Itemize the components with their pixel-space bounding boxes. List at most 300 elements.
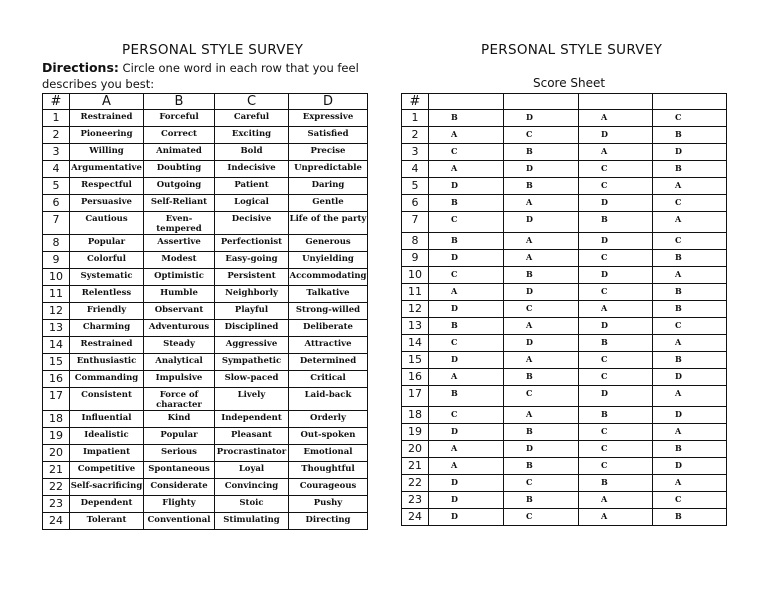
survey-title: PERSONAL STYLE SURVEY bbox=[122, 42, 304, 58]
survey-row bbox=[43, 513, 368, 530]
score-letter: C bbox=[429, 335, 504, 352]
survey-row-number: 14 bbox=[43, 337, 70, 354]
survey-word-option[interactable]: Correct bbox=[144, 127, 215, 144]
score-letter: B bbox=[429, 195, 504, 212]
score-letter: A bbox=[579, 492, 653, 509]
score-row-number: 9 bbox=[402, 250, 429, 267]
survey-row-number: 5 bbox=[43, 178, 70, 195]
survey-word-option[interactable]: Satisfied bbox=[289, 127, 368, 144]
survey-row bbox=[43, 212, 368, 235]
survey-word-option[interactable]: Forceful bbox=[144, 110, 215, 127]
survey-word-option[interactable]: Restrained bbox=[70, 337, 144, 354]
survey-word-option[interactable]: Lively bbox=[215, 388, 289, 411]
score-letter: D bbox=[429, 475, 504, 492]
score-letter: C bbox=[429, 144, 504, 161]
score-row-number: 17 bbox=[402, 386, 429, 407]
survey-word-option[interactable]: Slow-paced bbox=[215, 371, 289, 388]
survey-row-number: 24 bbox=[43, 513, 70, 530]
survey-row bbox=[43, 320, 368, 337]
score-letter: B bbox=[579, 212, 653, 233]
score-row bbox=[402, 127, 727, 144]
score-row-number: 21 bbox=[402, 458, 429, 475]
score-letter: C bbox=[429, 212, 504, 233]
score-letter: C bbox=[653, 195, 727, 212]
survey-word-option[interactable]: Popular bbox=[70, 235, 144, 252]
score-row bbox=[402, 110, 727, 127]
survey-word-option[interactable]: Consistent bbox=[70, 388, 144, 411]
survey-word-option[interactable]: Easy-going bbox=[215, 252, 289, 269]
survey-word-option[interactable]: Spontaneous bbox=[144, 462, 215, 479]
survey-word-option[interactable]: Humble bbox=[144, 286, 215, 303]
survey-row bbox=[43, 411, 368, 428]
survey-row-number: 10 bbox=[43, 269, 70, 286]
survey-word-option[interactable]: Serious bbox=[144, 445, 215, 462]
survey-word-option[interactable]: Daring bbox=[289, 178, 368, 195]
survey-word-option[interactable]: Commanding bbox=[70, 371, 144, 388]
score-letter: B bbox=[504, 458, 579, 475]
survey-word-option[interactable]: Talkative bbox=[289, 286, 368, 303]
score-letter: D bbox=[653, 458, 727, 475]
survey-row-number: 1 bbox=[43, 110, 70, 127]
survey-row bbox=[43, 496, 368, 513]
survey-word-option[interactable]: Animated bbox=[144, 144, 215, 161]
survey-row-number: 3 bbox=[43, 144, 70, 161]
score-sheet-title: Score Sheet bbox=[533, 76, 606, 90]
survey-word-option[interactable]: Charming bbox=[70, 320, 144, 337]
survey-word-option[interactable]: Playful bbox=[215, 303, 289, 320]
survey-word-option[interactable]: Respectful bbox=[70, 178, 144, 195]
survey-word-option[interactable]: Restrained bbox=[70, 110, 144, 127]
survey-word-option[interactable]: Self-sacrificing bbox=[70, 479, 144, 496]
survey-word-option[interactable]: Convincing bbox=[215, 479, 289, 496]
score-row-number: 10 bbox=[402, 267, 429, 284]
score-letter: C bbox=[579, 352, 653, 369]
survey-row bbox=[43, 144, 368, 161]
directions bbox=[42, 60, 372, 92]
survey-word-option[interactable]: Persistent bbox=[215, 269, 289, 286]
survey-row-number: 8 bbox=[43, 235, 70, 252]
survey-row bbox=[43, 178, 368, 195]
score-letter: D bbox=[429, 250, 504, 267]
survey-word-option[interactable]: Laid-back bbox=[289, 388, 368, 411]
survey-row bbox=[43, 110, 368, 127]
survey-word-option[interactable]: Orderly bbox=[289, 411, 368, 428]
survey-word-option[interactable]: Unpredictable bbox=[289, 161, 368, 178]
survey-word-option[interactable]: Stoic bbox=[215, 496, 289, 513]
survey-word-option[interactable]: Colorful bbox=[70, 252, 144, 269]
score-row-number: 6 bbox=[402, 195, 429, 212]
survey-word-option[interactable]: Out-spoken bbox=[289, 428, 368, 445]
score-letter: C bbox=[504, 301, 579, 318]
score-row bbox=[402, 284, 727, 301]
survey-word-option[interactable]: Bold bbox=[215, 144, 289, 161]
survey-word-option[interactable]: Impulsive bbox=[144, 371, 215, 388]
score-letter: C bbox=[504, 509, 579, 526]
score-letter: A bbox=[653, 267, 727, 284]
survey-row bbox=[43, 388, 368, 411]
score-letter: B bbox=[504, 424, 579, 441]
score-letter: D bbox=[429, 301, 504, 318]
score-letter: A bbox=[653, 178, 727, 195]
score-letter: B bbox=[429, 110, 504, 127]
score-letter: A bbox=[429, 458, 504, 475]
survey-row-number: 21 bbox=[43, 462, 70, 479]
survey-row-number: 6 bbox=[43, 195, 70, 212]
score-letter: B bbox=[653, 352, 727, 369]
score-letter: A bbox=[429, 441, 504, 458]
survey-row bbox=[43, 252, 368, 269]
score-letter: D bbox=[653, 407, 727, 424]
score-row-number: 18 bbox=[402, 407, 429, 424]
score-letter: D bbox=[504, 110, 579, 127]
survey-word-option[interactable]: Assertive bbox=[144, 235, 215, 252]
score-letter: C bbox=[579, 441, 653, 458]
score-letter: D bbox=[429, 492, 504, 509]
score-letter: C bbox=[429, 267, 504, 284]
score-row bbox=[402, 212, 727, 233]
survey-word-option[interactable]: Friendly bbox=[70, 303, 144, 320]
survey-word-option[interactable]: Systematic bbox=[70, 269, 144, 286]
survey-row-number: 11 bbox=[43, 286, 70, 303]
survey-row bbox=[43, 354, 368, 371]
score-header-col-3 bbox=[579, 94, 653, 110]
score-letter: B bbox=[504, 144, 579, 161]
survey-row-number: 2 bbox=[43, 127, 70, 144]
survey-word-option[interactable]: Accommodating bbox=[289, 269, 368, 286]
score-row bbox=[402, 407, 727, 424]
survey-word-option[interactable]: Independent bbox=[215, 411, 289, 428]
survey-word-option[interactable]: Considerate bbox=[144, 479, 215, 496]
score-header-number: # bbox=[402, 94, 429, 110]
score-letter: D bbox=[653, 369, 727, 386]
score-header-col-2 bbox=[504, 94, 579, 110]
score-letter: B bbox=[653, 509, 727, 526]
score-row-number: 24 bbox=[402, 509, 429, 526]
score-row-number: 1 bbox=[402, 110, 429, 127]
score-letter: B bbox=[579, 475, 653, 492]
score-letter: B bbox=[579, 407, 653, 424]
score-header-row bbox=[402, 94, 727, 110]
score-letter: B bbox=[504, 492, 579, 509]
survey-word-option[interactable]: Enthusiastic bbox=[70, 354, 144, 371]
score-letter: A bbox=[579, 110, 653, 127]
score-letter: D bbox=[504, 212, 579, 233]
survey-word-option[interactable]: Observant bbox=[144, 303, 215, 320]
score-row-number: 13 bbox=[402, 318, 429, 335]
survey-word-option[interactable]: Generous bbox=[289, 235, 368, 252]
survey-header-col-1: A bbox=[70, 94, 144, 110]
survey-row bbox=[43, 479, 368, 496]
survey-row bbox=[43, 269, 368, 286]
score-letter: A bbox=[579, 144, 653, 161]
score-letter: A bbox=[504, 407, 579, 424]
survey-word-option[interactable]: Indecisive bbox=[215, 161, 289, 178]
score-row bbox=[402, 178, 727, 195]
survey-word-option[interactable]: Gentle bbox=[289, 195, 368, 212]
survey-word-option[interactable]: Careful bbox=[215, 110, 289, 127]
score-letter: B bbox=[429, 318, 504, 335]
score-letter: B bbox=[653, 127, 727, 144]
survey-row-number: 12 bbox=[43, 303, 70, 320]
survey-word-option[interactable]: Determined bbox=[289, 354, 368, 371]
survey-word-option[interactable]: Popular bbox=[144, 428, 215, 445]
survey-word-option[interactable]: Procrastinator bbox=[215, 445, 289, 462]
score-row-number: 14 bbox=[402, 335, 429, 352]
score-letter: C bbox=[504, 475, 579, 492]
score-letter: B bbox=[653, 161, 727, 178]
score-letter: A bbox=[653, 386, 727, 407]
score-row-number: 22 bbox=[402, 475, 429, 492]
survey-word-option[interactable]: Strong-willed bbox=[289, 303, 368, 320]
survey-word-option[interactable]: Tolerant bbox=[70, 513, 144, 530]
survey-word-option[interactable]: Doubting bbox=[144, 161, 215, 178]
survey-row bbox=[43, 445, 368, 462]
survey-row bbox=[43, 303, 368, 320]
score-row bbox=[402, 386, 727, 407]
score-row bbox=[402, 195, 727, 212]
score-row-number: 5 bbox=[402, 178, 429, 195]
score-row bbox=[402, 424, 727, 441]
survey-row-number: 22 bbox=[43, 479, 70, 496]
survey-row bbox=[43, 286, 368, 303]
score-row-number: 8 bbox=[402, 233, 429, 250]
score-row-number: 23 bbox=[402, 492, 429, 509]
score-row bbox=[402, 352, 727, 369]
score-letter: D bbox=[653, 144, 727, 161]
survey-word-option[interactable]: Self-Reliant bbox=[144, 195, 215, 212]
score-letter: B bbox=[429, 386, 504, 407]
survey-word-option[interactable]: Outgoing bbox=[144, 178, 215, 195]
survey-table bbox=[42, 93, 368, 530]
survey-header-col-2: B bbox=[144, 94, 215, 110]
survey-word-option[interactable]: Competitive bbox=[70, 462, 144, 479]
survey-row-number: 15 bbox=[43, 354, 70, 371]
survey-row bbox=[43, 337, 368, 354]
survey-row bbox=[43, 161, 368, 178]
score-letter: D bbox=[579, 386, 653, 407]
survey-word-option[interactable]: Perfectionist bbox=[215, 235, 289, 252]
survey-word-option[interactable]: Courageous bbox=[289, 479, 368, 496]
score-letter: C bbox=[653, 233, 727, 250]
survey-word-option[interactable]: Deliberate bbox=[289, 320, 368, 337]
score-row-number: 4 bbox=[402, 161, 429, 178]
score-row bbox=[402, 301, 727, 318]
score-letter: B bbox=[653, 284, 727, 301]
survey-word-option[interactable]: Thoughtful bbox=[289, 462, 368, 479]
score-letter: A bbox=[504, 318, 579, 335]
survey-word-option[interactable]: Pioneering bbox=[70, 127, 144, 144]
survey-word-option[interactable]: Expressive bbox=[289, 110, 368, 127]
score-letter: A bbox=[429, 161, 504, 178]
score-letter: C bbox=[579, 284, 653, 301]
score-letter: D bbox=[429, 509, 504, 526]
survey-word-option[interactable]: Force of character bbox=[144, 388, 215, 411]
score-letter: C bbox=[579, 458, 653, 475]
score-letter: A bbox=[579, 509, 653, 526]
score-letter: D bbox=[504, 284, 579, 301]
score-letter: A bbox=[504, 250, 579, 267]
score-letter: A bbox=[429, 284, 504, 301]
survey-word-option[interactable]: Relentless bbox=[70, 286, 144, 303]
score-letter: A bbox=[653, 335, 727, 352]
survey-word-option[interactable]: Directing bbox=[289, 513, 368, 530]
score-letter: B bbox=[504, 178, 579, 195]
score-letter: D bbox=[429, 178, 504, 195]
score-letter: D bbox=[579, 233, 653, 250]
score-letter: A bbox=[504, 233, 579, 250]
survey-word-option[interactable]: Conventional bbox=[144, 513, 215, 530]
survey-word-option[interactable]: Influential bbox=[70, 411, 144, 428]
score-letter: D bbox=[429, 352, 504, 369]
survey-row-number: 13 bbox=[43, 320, 70, 337]
directions-label: Directions: bbox=[42, 60, 119, 75]
survey-word-option[interactable]: Kind bbox=[144, 411, 215, 428]
survey-row-number: 20 bbox=[43, 445, 70, 462]
score-letter: C bbox=[579, 161, 653, 178]
survey-word-option[interactable]: Even-tempered bbox=[144, 212, 215, 235]
score-letter: C bbox=[504, 127, 579, 144]
score-row-number: 20 bbox=[402, 441, 429, 458]
score-row bbox=[402, 369, 727, 386]
survey-row bbox=[43, 235, 368, 252]
score-letter: C bbox=[653, 318, 727, 335]
survey-header-row bbox=[43, 94, 368, 110]
survey-word-option[interactable]: Impatient bbox=[70, 445, 144, 462]
score-letter: C bbox=[579, 178, 653, 195]
survey-word-option[interactable]: Dependent bbox=[70, 496, 144, 513]
score-letter: A bbox=[579, 301, 653, 318]
score-letter: B bbox=[504, 369, 579, 386]
score-row bbox=[402, 458, 727, 475]
score-letter: C bbox=[579, 369, 653, 386]
score-header-col-1 bbox=[429, 94, 504, 110]
score-row bbox=[402, 144, 727, 161]
score-letter: A bbox=[653, 475, 727, 492]
score-letter: B bbox=[653, 250, 727, 267]
score-row-number: 16 bbox=[402, 369, 429, 386]
survey-word-option[interactable]: Idealistic bbox=[70, 428, 144, 445]
survey-word-option[interactable]: Loyal bbox=[215, 462, 289, 479]
survey-header-col-4: D bbox=[289, 94, 368, 110]
survey-word-option[interactable]: Optimistic bbox=[144, 269, 215, 286]
survey-row-number: 19 bbox=[43, 428, 70, 445]
survey-word-option[interactable]: Steady bbox=[144, 337, 215, 354]
score-letter: D bbox=[504, 441, 579, 458]
survey-word-option[interactable]: Disciplined bbox=[215, 320, 289, 337]
score-letter: A bbox=[429, 127, 504, 144]
score-row bbox=[402, 267, 727, 284]
survey-row-number: 23 bbox=[43, 496, 70, 513]
score-row-number: 11 bbox=[402, 284, 429, 301]
survey-word-option[interactable]: Attractive bbox=[289, 337, 368, 354]
survey-row-number: 16 bbox=[43, 371, 70, 388]
survey-word-option[interactable]: Pleasant bbox=[215, 428, 289, 445]
survey-word-option[interactable]: Exciting bbox=[215, 127, 289, 144]
survey-word-option[interactable]: Stimulating bbox=[215, 513, 289, 530]
survey-word-option[interactable]: Logical bbox=[215, 195, 289, 212]
survey-word-option[interactable]: Neighborly bbox=[215, 286, 289, 303]
survey-word-option[interactable]: Persuasive bbox=[70, 195, 144, 212]
survey-word-option[interactable]: Argumentative bbox=[70, 161, 144, 178]
survey-word-option[interactable]: Adventurous bbox=[144, 320, 215, 337]
survey-word-option[interactable]: Unyielding bbox=[289, 252, 368, 269]
score-letter: D bbox=[579, 195, 653, 212]
survey-word-option[interactable]: Aggressive bbox=[215, 337, 289, 354]
survey-header-col-3: C bbox=[215, 94, 289, 110]
score-row-number: 19 bbox=[402, 424, 429, 441]
survey-word-option[interactable]: Willing bbox=[70, 144, 144, 161]
score-header-col-4 bbox=[653, 94, 727, 110]
score-sheet-page-title: PERSONAL STYLE SURVEY bbox=[481, 42, 663, 58]
score-row bbox=[402, 318, 727, 335]
score-letter: C bbox=[653, 492, 727, 509]
score-row-number: 3 bbox=[402, 144, 429, 161]
score-row bbox=[402, 250, 727, 267]
survey-word-option[interactable]: Cautious bbox=[70, 212, 144, 235]
survey-word-option[interactable]: Critical bbox=[289, 371, 368, 388]
score-row-number: 2 bbox=[402, 127, 429, 144]
survey-row-number: 17 bbox=[43, 388, 70, 411]
score-row bbox=[402, 475, 727, 492]
score-letter: B bbox=[504, 267, 579, 284]
score-letter: C bbox=[653, 110, 727, 127]
survey-row bbox=[43, 371, 368, 388]
survey-row-number: 18 bbox=[43, 411, 70, 428]
score-letter: B bbox=[653, 441, 727, 458]
survey-word-option[interactable]: Analytical bbox=[144, 354, 215, 371]
score-letter: B bbox=[653, 301, 727, 318]
survey-row-number: 7 bbox=[43, 212, 70, 235]
survey-word-option[interactable]: Sympathetic bbox=[215, 354, 289, 371]
score-letter: D bbox=[504, 161, 579, 178]
survey-word-option[interactable]: Emotional bbox=[289, 445, 368, 462]
survey-word-option[interactable]: Flighty bbox=[144, 496, 215, 513]
score-letter: A bbox=[653, 212, 727, 233]
survey-row bbox=[43, 462, 368, 479]
survey-word-option[interactable]: Pushy bbox=[289, 496, 368, 513]
score-row bbox=[402, 233, 727, 250]
score-letter: D bbox=[429, 424, 504, 441]
survey-word-option[interactable]: Modest bbox=[144, 252, 215, 269]
survey-word-option[interactable]: Precise bbox=[289, 144, 368, 161]
score-letter: C bbox=[429, 407, 504, 424]
survey-word-option[interactable]: Patient bbox=[215, 178, 289, 195]
score-row bbox=[402, 335, 727, 352]
survey-row bbox=[43, 428, 368, 445]
score-letter: B bbox=[579, 335, 653, 352]
directions-text: Circle one word in each row that you feel describes you best: bbox=[42, 61, 359, 91]
survey-word-option[interactable]: Decisive bbox=[215, 212, 289, 235]
score-row bbox=[402, 161, 727, 178]
survey-word-option[interactable]: Life of the party bbox=[289, 212, 368, 235]
score-letter: A bbox=[504, 195, 579, 212]
score-row-number: 12 bbox=[402, 301, 429, 318]
score-letter: C bbox=[504, 386, 579, 407]
score-table bbox=[401, 93, 727, 526]
score-letter: A bbox=[429, 369, 504, 386]
score-letter: B bbox=[429, 233, 504, 250]
survey-row-number: 9 bbox=[43, 252, 70, 269]
survey-row-number: 4 bbox=[43, 161, 70, 178]
score-letter: D bbox=[579, 127, 653, 144]
score-row bbox=[402, 441, 727, 458]
score-row bbox=[402, 509, 727, 526]
score-row-number: 15 bbox=[402, 352, 429, 369]
score-letter: C bbox=[579, 424, 653, 441]
score-letter: C bbox=[579, 250, 653, 267]
survey-row bbox=[43, 127, 368, 144]
survey-row bbox=[43, 195, 368, 212]
